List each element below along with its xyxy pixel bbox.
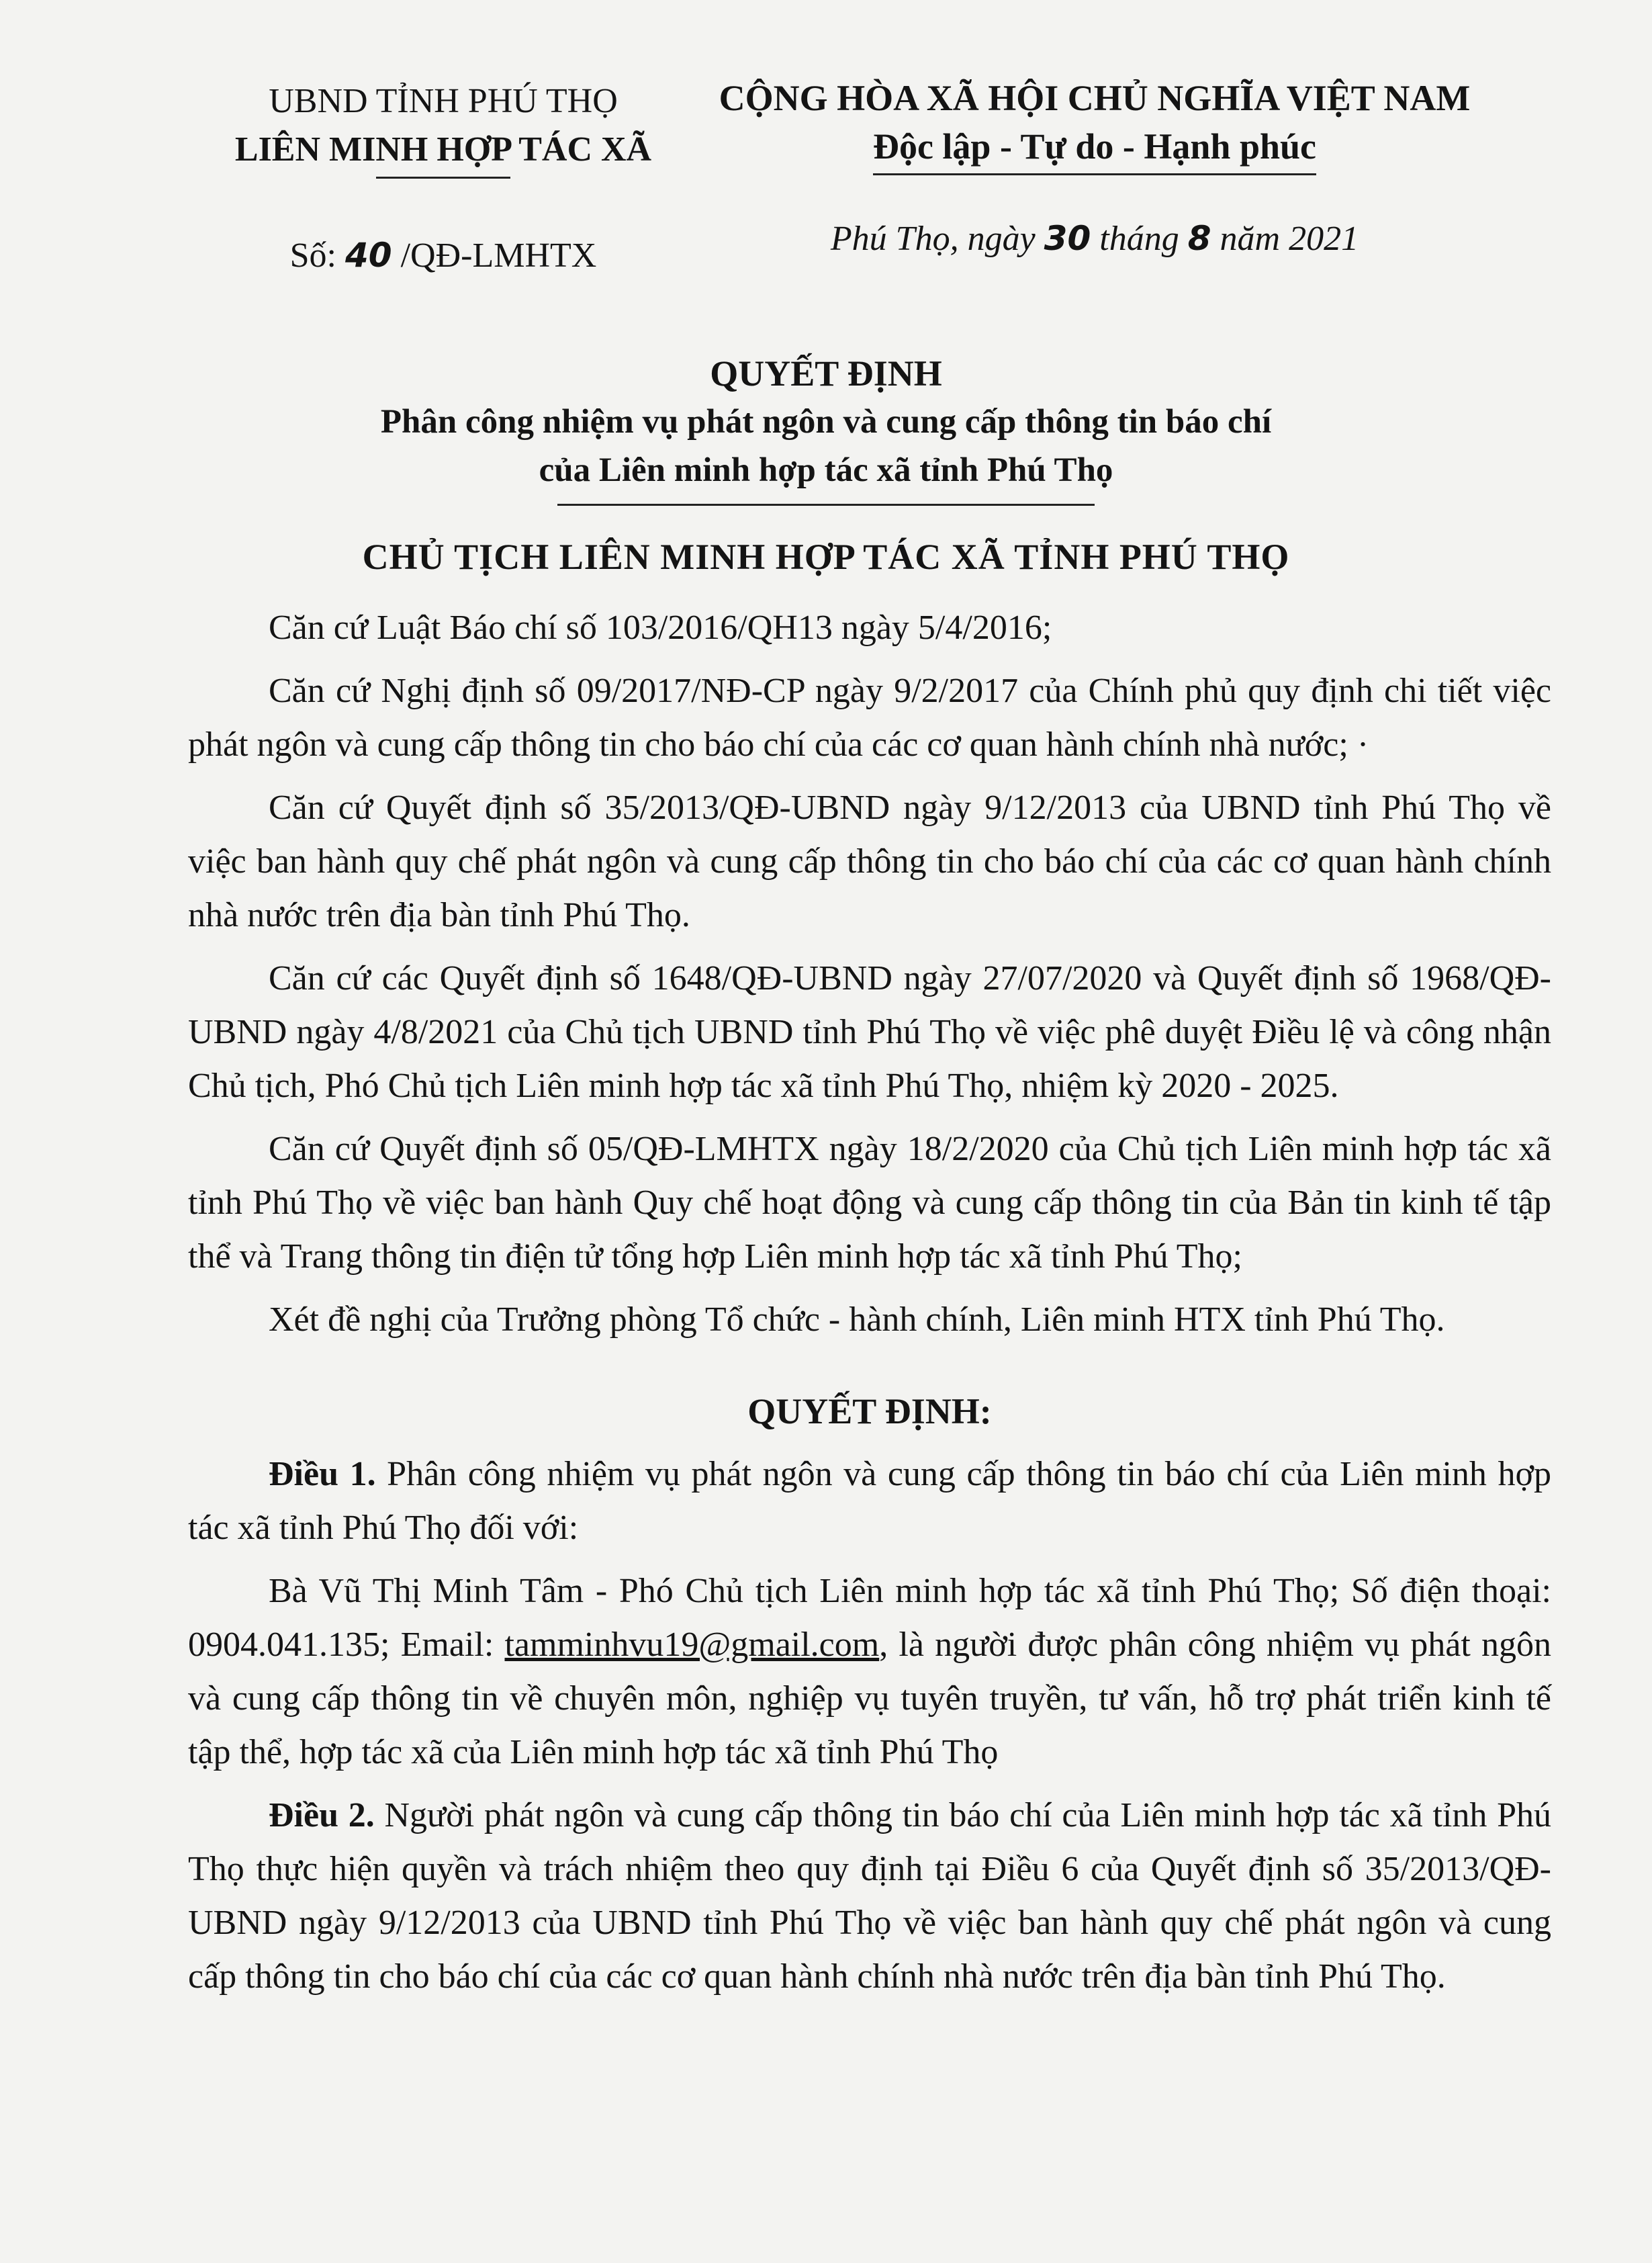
issuer-name: LIÊN MINH HỢP TÁC XÃ <box>235 126 651 179</box>
document-subtitle-line2: của Liên minh hợp tác xã tỉnh Phú Thọ <box>539 451 1113 489</box>
issuer-parent: UBND TỈNH PHÚ THỌ <box>269 82 618 120</box>
place-date <box>658 214 1531 263</box>
article-1-label: Điều 1. <box>269 1455 376 1493</box>
date-year: năm 2021 <box>1220 220 1359 258</box>
basis-paragraph: Căn cứ các Quyết định số 1648/QĐ-UBND ngày 27/07/2020 và Quyết định số 1968/QĐ-UBND ngày 4/8/2021 của Chủ tịch UBND tỉnh Phú Thọ về việc phê duyệt Điều lệ và công nhận Chủ tịch, Phó Chủ tịch Liên minh hợp tác xã tỉnh Phú Thọ, nhiệm kỳ 2020 - 2025. <box>188 959 1551 1105</box>
person-duties: , là người được phân công nhiệm vụ phát ngôn và cung cấp thông tin về chuyên môn, nghiệp vụ tuyên truyền, tư vấn, hỗ trợ phát triển kinh tế tập thể, hợp tác xã của Liên minh hợp tác xã tỉnh Phú Thọ <box>188 1626 1551 1771</box>
document-number <box>201 231 685 280</box>
basis-paragraph: Căn cứ Quyết định số 35/2013/QĐ-UBND ngày 9/12/2013 của UBND tỉnh Phú Thọ về việc ban hành quy chế phát ngôn và cung cấp thông tin cho báo chí của các cơ quan hành chính nhà nước trên địa bàn tỉnh Phú Thọ. <box>188 789 1551 934</box>
article-1-text: Phân công nhiệm vụ phát ngôn và cung cấp thông tin báo chí của Liên minh hợp tác xã tỉnh Phú Thọ đối với: <box>188 1455 1552 1547</box>
issuer-block <box>201 77 685 280</box>
date-prefix: Phú Thọ, ngày <box>830 220 1036 258</box>
title-divider <box>557 504 1095 506</box>
basis-paragraph: Căn cứ Nghị định số 09/2017/NĐ-CP ngày 9/2/2017 của Chính phủ quy định chi tiết việc phát ngôn và cung cấp thông tin cho báo chí của các cơ quan hành chính nhà nước; · <box>188 672 1551 764</box>
basis-paragraph: Xét đề nghị của Trưởng phòng Tổ chức - hành chính, Liên minh HTX tỉnh Phú Thọ. <box>269 1300 1445 1339</box>
article-1 <box>188 1448 1551 1555</box>
article-1-person <box>188 1564 1551 1779</box>
email-link[interactable]: tamminhvu19@gmail.com <box>504 1626 880 1664</box>
national-motto: Độc lập - Tự do - Hạnh phúc <box>873 122 1316 175</box>
decision-heading: QUYẾT ĐỊNH: <box>747 1391 992 1431</box>
article-2-text: Người phát ngôn và cung cấp thông tin báo chí của Liên minh hợp tác xã tỉnh Phú Thọ thực hiện quyền và trách nhiệm theo quy định tại Điều 6 của Quyết định số 35/2013/QĐ-UBND ngày 9/12/2013 của UBND tỉnh Phú Thọ về việc ban hành quy chế phát ngôn và cung cấp thông tin cho báo chí của các cơ quan hành chính nhà nước trên địa bàn tỉnh Phú Thọ. <box>188 1796 1552 1996</box>
title-block <box>0 349 1652 581</box>
article-2 <box>188 1789 1551 2004</box>
number-suffix: /QĐ-LMHTX <box>400 236 597 275</box>
date-day: 30 <box>1044 219 1091 258</box>
basis-paragraph: Căn cứ Luật Báo chí số 103/2016/QH13 ngày 5/4/2016; <box>269 609 1052 647</box>
person-details: Bà Vũ Thị Minh Tâm - Phó Chủ tịch Liên minh hợp tác xã tỉnh Phú Thọ; Số điện thoại: 0904.041.135; Email: <box>188 1572 1551 1664</box>
date-month: 8 <box>1187 219 1211 258</box>
document-title: QUYẾT ĐỊNH <box>710 353 942 394</box>
basis-paragraph: Căn cứ Quyết định số 05/QĐ-LMHTX ngày 18/2/2020 của Chủ tịch Liên minh hợp tác xã tỉnh Phú Thọ về việc ban hành Quy chế hoạt động và cung cấp thông tin của Bản tin kinh tế tập thể và Trang thông tin điện tử tổng hợp Liên minh hợp tác xã tỉnh Phú Thọ; <box>188 1130 1551 1276</box>
number-value: 40 <box>345 236 392 275</box>
date-month-label: tháng <box>1099 220 1179 258</box>
document-subtitle-line1: Phân công nhiệm vụ phát ngôn và cung cấp thông tin báo chí <box>380 403 1272 441</box>
nation-name: CỘNG HÒA XÃ HỘI CHỦ NGHĨA VIỆT NAM <box>719 78 1471 118</box>
issuing-authority: CHỦ TỊCH LIÊN MINH HỢP TÁC XÃ TỈNH PHÚ THỌ <box>362 537 1290 577</box>
national-header <box>658 74 1531 263</box>
number-prefix: Số: <box>289 236 337 275</box>
article-2-label: Điều 2. <box>269 1796 375 1834</box>
document-body <box>188 601 1551 2013</box>
